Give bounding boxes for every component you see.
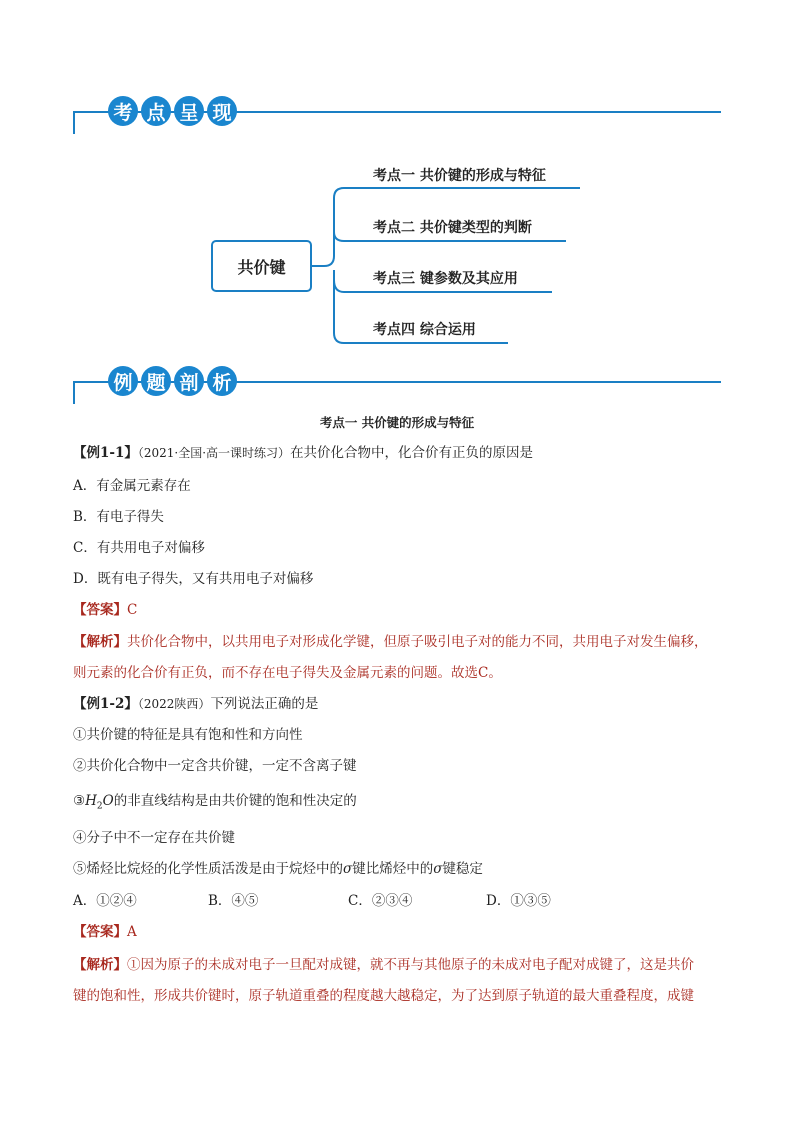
answer-label: 【答案】 — [73, 924, 127, 940]
example-label: 【例1-2】 — [73, 696, 138, 712]
answer-line — [73, 600, 137, 620]
example-source: （2021·全国·高一课时练习） — [137, 446, 291, 460]
mindmap-branch-underline — [362, 291, 552, 293]
mindmap-branch-4: 考点四 综合运用 — [373, 322, 476, 338]
option-b: B．④⑤ — [208, 893, 259, 909]
section-title-char: 呈 — [174, 96, 204, 126]
statement-text: 键比烯烃中的 — [352, 861, 434, 877]
statement-5 — [73, 859, 483, 879]
mindmap-branch-1: 考点一 共价键的形成与特征 — [373, 168, 546, 184]
mindmap-branch-underline — [362, 240, 566, 242]
option-c: C．有共用电子对偏移 — [73, 540, 205, 556]
mindmap-branch-3: 考点三 键参数及其应用 — [373, 271, 518, 287]
formula-o: O — [102, 793, 114, 809]
option-a: A．有金属元素存在 — [73, 478, 191, 494]
section-title-char: 考 — [108, 96, 138, 126]
sigma-symbol: σ — [343, 861, 353, 877]
example-question-text: 在共价化合物中，化合价有正负的原因是 — [290, 445, 534, 461]
section-title-char: 点 — [141, 96, 171, 126]
section-title-char: 析 — [207, 366, 237, 396]
example-label: 【例1-1】 — [73, 445, 138, 461]
statement-text: 键稳定 — [442, 861, 483, 877]
formula-h: H — [85, 793, 97, 809]
analysis-text: 共价化合物中，以共用电子对形成化学键，但原子吸引电子对的能力不同，共用电子对发生偏移， — [127, 634, 708, 650]
section-title-char: 现 — [207, 96, 237, 126]
example-1-1-question — [73, 443, 533, 463]
option-d: D．既有电子得失，又有共用电子对偏移 — [73, 571, 314, 587]
example-source: （2022陕西） — [137, 697, 211, 711]
section-title-char: 题 — [141, 366, 171, 396]
section-title-char: 剖 — [174, 366, 204, 396]
mindmap-branch-2: 考点二 共价键类型的判断 — [373, 220, 532, 236]
option-a: A．①②④ — [73, 893, 137, 909]
analysis-text: ①因为原子的未成对电子一旦配对成键，就不再与其他原子的未成对电子配对成键了，这是共价 — [127, 957, 694, 973]
analysis-label: 【解析】 — [73, 634, 127, 650]
mindmap-branch-underline — [362, 187, 580, 189]
section-bracket-tick — [73, 381, 75, 404]
statement-text: ⑤烯烃比烷烃的化学性质活泼是由于烷烃中的 — [73, 861, 343, 877]
mindmap-branch-underline — [362, 342, 508, 344]
answer-value: C — [127, 602, 138, 618]
option-b: B．有电子得失 — [73, 509, 164, 525]
analysis-line-1 — [73, 955, 694, 975]
statement-2: ②共价化合物中一定含共价键，一定不含离子键 — [73, 758, 357, 774]
statement-text: 的非直线结构是由共价键的饱和性决定的 — [113, 793, 357, 809]
answer-label: 【答案】 — [73, 602, 127, 618]
analysis-line-2: 则元素的化合价有正负，而不存在电子得失及金属元素的问题。故选C。 — [73, 665, 502, 681]
example-1-2-question — [73, 694, 318, 714]
statement-1: ①共价键的特征是具有饱和性和方向性 — [73, 727, 303, 743]
sigma-symbol: σ — [433, 861, 443, 877]
formula-subscript: 2 — [96, 801, 103, 812]
mindmap-center: 共价键 — [211, 240, 312, 292]
topic-heading: 考点一 共价键的形成与特征 — [319, 415, 475, 430]
analysis-label: 【解析】 — [73, 957, 127, 973]
option-c: C．②③④ — [348, 893, 413, 909]
answer-value: A — [127, 924, 137, 940]
mindmap-connectors — [0, 0, 794, 400]
statement-4: ④分子中不一定存在共价键 — [73, 830, 235, 846]
example-question-text: 下列说法正确的是 — [210, 696, 319, 712]
answer-line — [73, 922, 137, 942]
analysis-line-2: 键的饱和性，形成共价键时，原子轨道重叠的程度越大越稳定，为了达到原子轨道的最大重叠程度，成键 — [73, 988, 694, 1004]
option-d: D．①③⑤ — [486, 893, 551, 909]
statement-number: ③ — [73, 793, 86, 809]
analysis-line-1 — [73, 632, 708, 652]
section-title-char: 例 — [108, 366, 138, 396]
statement-3 — [73, 791, 357, 817]
